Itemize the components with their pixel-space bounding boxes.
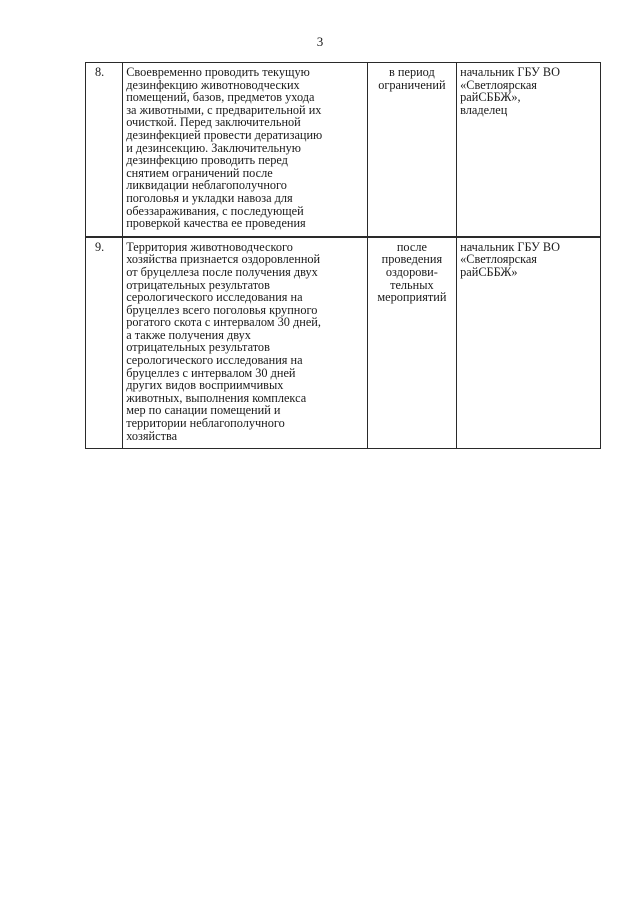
- measure-responsible: начальник ГБУ ВО «Светлоярская райСББЖ», владелец: [460, 65, 560, 117]
- measure-responsible-cell: [457, 237, 601, 449]
- table-row: [86, 237, 601, 449]
- measure-term-cell: [367, 63, 457, 237]
- measure-responsible-cell: [457, 63, 601, 237]
- row-number: 8.: [95, 65, 105, 79]
- measure-term: в период ограничений: [378, 65, 446, 92]
- measure-term: после проведения оздорови- тельных мероприятий: [377, 239, 447, 305]
- measure-description: Своевременно проводить текущую дезинфекцию животноводческих помещений, базов, предметов ухода за животными, с предварительной их очисткой. Перед заключительной дезинфекцией провести дератизацию и дезинсекцию. Заключительную дезинфекцию проводить перед снятием ограничений после ликвидации неблагополучного поголовья и укладки навоза для обеззараживания, с последующей проверкой качества ее проведения: [126, 65, 323, 231]
- measure-description-cell: [123, 237, 367, 449]
- measure-responsible: начальник ГБУ ВО «Светлоярская райСББЖ»: [460, 239, 560, 279]
- measure-term-cell: [367, 237, 457, 449]
- measures-table: [85, 62, 601, 449]
- row-number: 9.: [95, 239, 105, 254]
- measures-table-body: [86, 63, 601, 449]
- page-number: 3: [316, 34, 324, 49]
- row-number-cell: [86, 237, 123, 449]
- measure-description: Территория животноводческого хозяйства признается оздоровленной от бруцеллеза после получения двух отрицательных результатов серологического исследования на бруцеллез всего поголовья крупного рогатого скота с интервалом 30 дней, а также получения двух отрицательных результатов серологического исследования на бруцеллез с интервалом 30 дней других видов восприимчивых животных, выполнения комплекса мер по санации помещений и территории неблагополучного хозяйства: [126, 239, 321, 443]
- measure-description-cell: [123, 63, 367, 237]
- row-number-cell: [86, 63, 123, 237]
- table-row: [86, 63, 601, 237]
